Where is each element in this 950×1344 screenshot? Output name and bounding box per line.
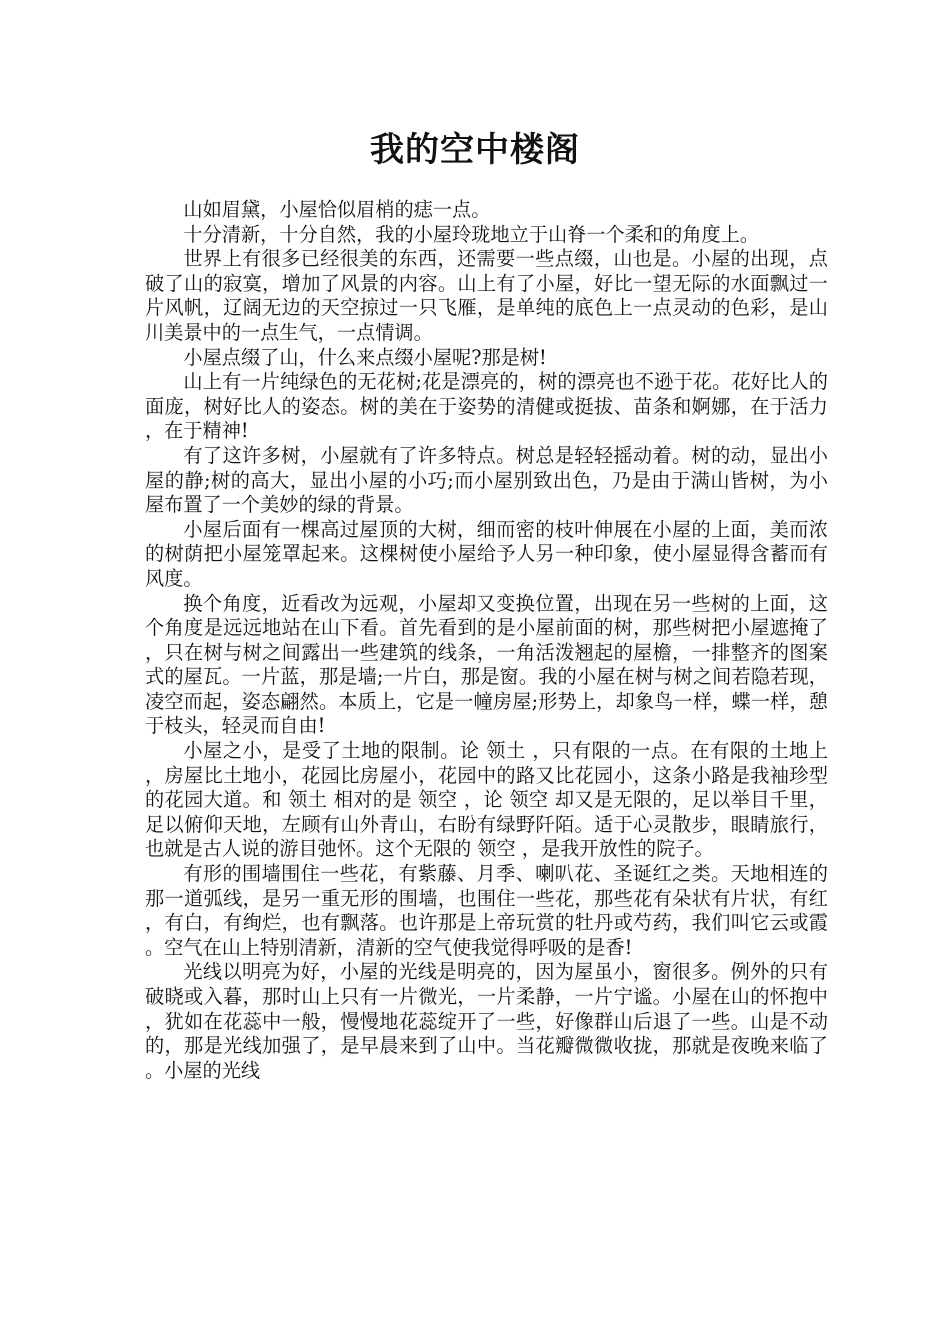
paragraph: 光线以明亮为好，小屋的光线是明亮的，因为屋虽小，窗很多。例外的只有破晓或入暮，那时山上只有一片微光，一片柔静，一片宁谧。小屋在山的怀抱中，犹如在花蕊中一般，慢慢地花蕊绽开了一些，好像群山后退了一些。山是不动的，那是光线加强了，是早晨来到了山中。当花瓣微微收拢，那就是夜晚来临了。小屋的光线 [145, 960, 828, 1082]
paragraph: 世界上有很多已经很美的东西，还需要一些点缀，山也是。小屋的出现，点破了山的寂寞，增加了风景的内容。山上有了小屋，好比一望无际的水面飘过一片风帆，辽阔无边的天空掠过一只飞雁，是单纯的底色上一点灵动的色彩，是山川美景中的一点生气，一点情调。 [145, 247, 828, 344]
paragraph: 山上有一片纯绿色的无花树;花是漂亮的，树的漂亮也不逊于花。花好比人的面庞，树好比人的姿态。树的美在于姿势的清健或挺拔、苗条和婀娜，在于活力，在于精神! [145, 370, 828, 443]
paragraph: 有形的围墙围住一些花，有紫藤、月季、喇叭花、圣诞红之类。天地相连的那一道弧线，是另一重无形的围墙，也围住一些花，那些花有朵状有片状，有红，有白，有绚烂，也有飘落。也许那是上帝玩赏的牡丹或芍药，我们叫它云或霞。空气在山上特别清新，清新的空气使我觉得呼吸的是香! [145, 862, 828, 959]
paragraph: 十分清新，十分自然，我的小屋玲珑地立于山脊一个柔和的角度上。 [183, 222, 760, 246]
paragraph: 小屋后面有一棵高过屋顶的大树，细而密的枝叶伸展在小屋的上面，美而浓的树荫把小屋笼罩起来。这棵树使小屋给予人另一种印象，使小屋显得含蓄而有风度。 [145, 517, 828, 590]
paragraph: 小屋点缀了山，什么来点缀小屋呢?那是树! [183, 345, 547, 369]
paragraph: 小屋之小，是受了土地的限制。论 领土 ，只有限的一点。在有限的土地上，房屋比土地小，花园比房屋小，花园中的路又比花园小，这条小路是我袖珍型的花园大道。和 领土 相对的是 领空 ，论 领空 却又是无限的，足以举目千里，足以俯仰天地，左顾有山外青山，右盼有绿野阡陌。适于心灵散步，眼睛旅行，也就是古人说的游目弛怀。这个无限的 领空 ，是我开放性的院子。 [145, 739, 828, 861]
paragraph: 换个角度，近看改为远观，小屋却又变换位置，出现在另一些树的上面，这个角度是远远地站在山下看。首先看到的是小屋前面的树，那些树把小屋遮掩了，只在树与树之间露出一些建筑的线条，一角活泼翘起的屋檐，一排整齐的图案式的屋瓦。一片蓝，那是墙;一片白，那是窗。我的小屋在树与树之间若隐若现，凌空而起，姿态翩然。本质上，它是一幢房屋;形势上，却象鸟一样，蝶一样，憩于枝头，轻灵而自由! [145, 591, 828, 738]
document-title: 我的空中楼阁 [370, 130, 580, 170]
paragraph: 有了这许多树，小屋就有了许多特点。树总是轻轻摇动着。树的动，显出小屋的静;树的高大，显出小屋的小巧;而小屋别致出色，乃是由于满山皆树，为小屋布置了一个美妙的绿的背景。 [145, 443, 828, 517]
paragraph: 山如眉黛，小屋恰似眉梢的痣一点。 [183, 198, 491, 221]
document-body [145, 198, 828, 1228]
